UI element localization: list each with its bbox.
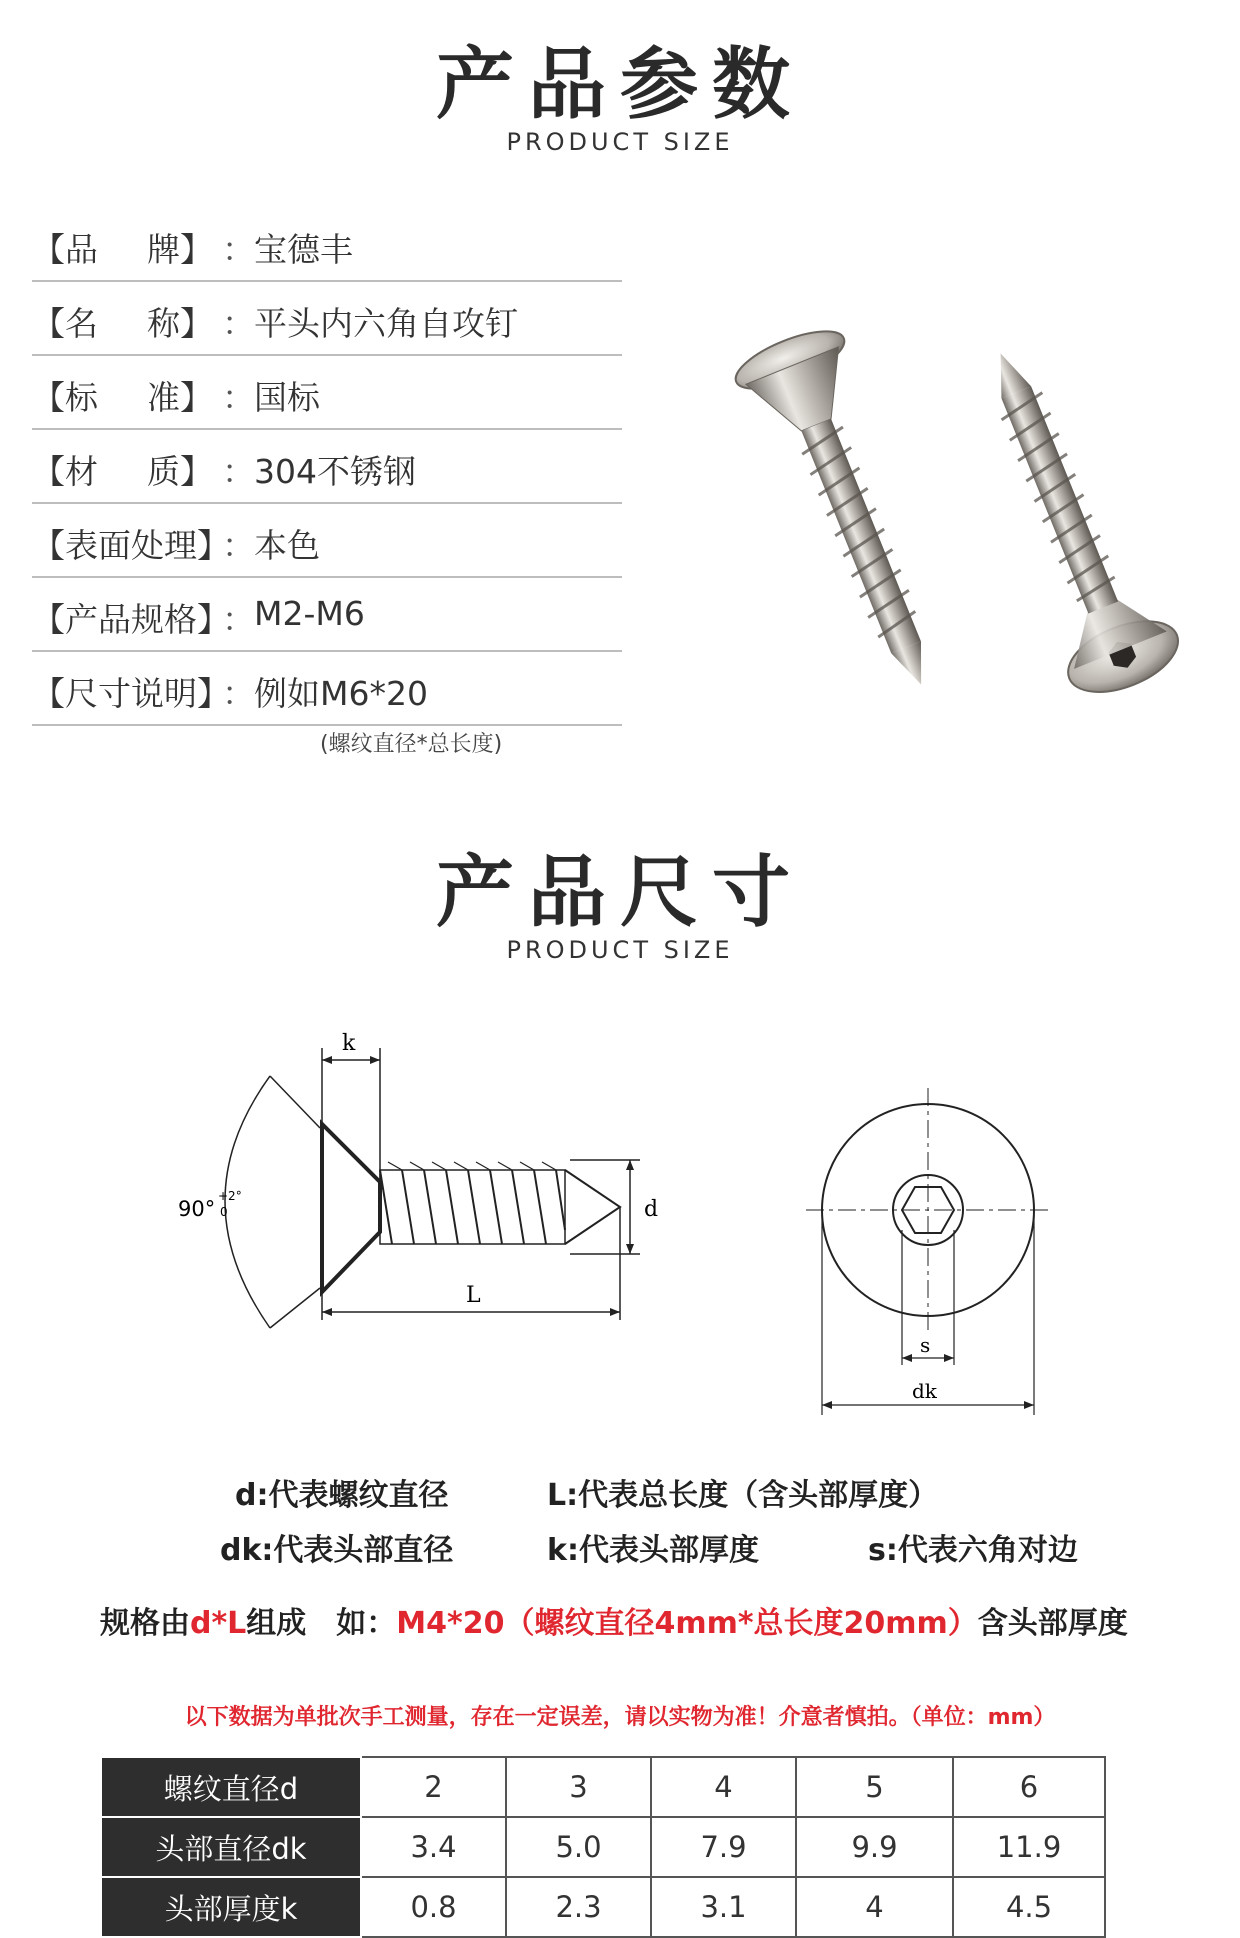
spec-key-part: 【产品规格】 [32, 600, 230, 639]
table-cell: 6 [953, 1757, 1105, 1817]
table-cell: 7.9 [651, 1817, 796, 1877]
spec-colon: ： [222, 304, 255, 343]
angle-tol-zero: 0 [220, 1205, 228, 1219]
spec-colon: ： [222, 378, 255, 417]
screw-left [729, 320, 975, 707]
table-cell: 3.4 [361, 1817, 506, 1877]
legend-d: d:代表螺纹直径 [235, 1478, 449, 1513]
spec-colon: ： [222, 600, 255, 639]
d-label: d [644, 1197, 659, 1222]
section1-title: 产品参数 [435, 40, 804, 130]
angle-tol-plus: +2° [218, 1189, 242, 1203]
formula-mid: 组成 如： [246, 1606, 397, 1641]
table-cell: 4 [651, 1757, 796, 1817]
spec-value: M2-M6 [254, 594, 365, 633]
table-cell: 4.5 [953, 1877, 1105, 1937]
spec-row-brand [32, 206, 622, 282]
spec-value: 304不锈钢 [254, 452, 416, 491]
table-cell: 3.1 [651, 1877, 796, 1937]
dimension-table [100, 1756, 1106, 1938]
top-view-drawing [800, 1080, 1080, 1425]
spec-key-part: 【标 [32, 378, 98, 417]
table-row [101, 1877, 1105, 1937]
spec-row-size [32, 650, 622, 726]
row-header: 头部直径dk [101, 1817, 361, 1877]
spec-row-spec [32, 576, 622, 652]
formula-example: M4*20（螺纹直径4mm*总长度20mm） [396, 1606, 978, 1641]
table-cell: 9.9 [796, 1817, 953, 1877]
formula-dl: d*L [190, 1606, 247, 1641]
spec-colon: ： [222, 526, 255, 565]
screw-right [947, 332, 1188, 706]
section2-subtitle: PRODUCT SIZE [506, 936, 734, 964]
spec-key-part: 【尺寸说明】 [32, 674, 230, 713]
spec-key-part: 牌】 [147, 230, 213, 269]
spec-value: 例如M6*20 [254, 674, 428, 713]
table-row [101, 1817, 1105, 1877]
spec-key-part: 【材 [32, 452, 98, 491]
L-label: L [466, 1283, 481, 1308]
table-row [101, 1757, 1105, 1817]
formula-suffix: 含头部厚度 [977, 1606, 1128, 1641]
table-cell: 5 [796, 1757, 953, 1817]
table-cell: 11.9 [953, 1817, 1105, 1877]
spec-key-part: 准】 [147, 378, 213, 417]
spec-row-name [32, 280, 622, 356]
spec-row-material [32, 428, 622, 504]
spec-key-part: 【表面处理】 [32, 526, 230, 565]
angle-label: 90° [178, 1197, 216, 1221]
row-header: 头部厚度k [101, 1877, 361, 1937]
section2-title: 产品尺寸 [435, 848, 804, 938]
spec-key-part: 【品 [32, 230, 98, 269]
spec-key-part: 【名 [32, 304, 98, 343]
screw-photo [690, 300, 1210, 740]
legend-L: L:代表总长度（含头部厚度） [547, 1478, 939, 1513]
table-cell: 5.0 [506, 1817, 651, 1877]
section1-subtitle: PRODUCT SIZE [506, 128, 734, 156]
spec-colon: ： [222, 452, 255, 491]
measurement-notice: 以下数据为单批次手工测量，存在一定误差，请以实物为准！介意者慎拍。（单位：mm） [184, 1705, 1056, 1730]
legend-dk: dk:代表头部直径 [220, 1533, 454, 1568]
spec-value: 国标 [254, 378, 320, 417]
k-label: k [342, 1031, 356, 1056]
s-label: s [920, 1333, 931, 1357]
spec-colon: ： [222, 674, 255, 713]
legend-k: k:代表头部厚度 [547, 1533, 759, 1568]
spec-value: 平头内六角自攻钉 [254, 304, 518, 343]
dk-label: dk [912, 1379, 937, 1403]
spec-colon: ： [222, 230, 255, 269]
spec-row-surface [32, 502, 622, 578]
side-view-drawing [170, 1020, 730, 1340]
legend-s: s:代表六角对边 [868, 1533, 1078, 1568]
table-cell: 2 [361, 1757, 506, 1817]
spec-key-part: 质】 [147, 452, 213, 491]
spec-note: (螺纹直径*总长度) [320, 732, 503, 757]
spec-value: 本色 [254, 526, 320, 565]
spec-formula [100, 1598, 1128, 1642]
table-cell: 4 [796, 1877, 953, 1937]
formula-prefix: 规格由 [100, 1606, 190, 1641]
table-cell: 3 [506, 1757, 651, 1817]
spec-row-standard [32, 354, 622, 430]
table-cell: 2.3 [506, 1877, 651, 1937]
table-cell: 0.8 [361, 1877, 506, 1937]
row-header: 螺纹直径d [101, 1757, 361, 1817]
spec-key-part: 称】 [147, 304, 213, 343]
spec-value: 宝德丰 [254, 230, 353, 269]
